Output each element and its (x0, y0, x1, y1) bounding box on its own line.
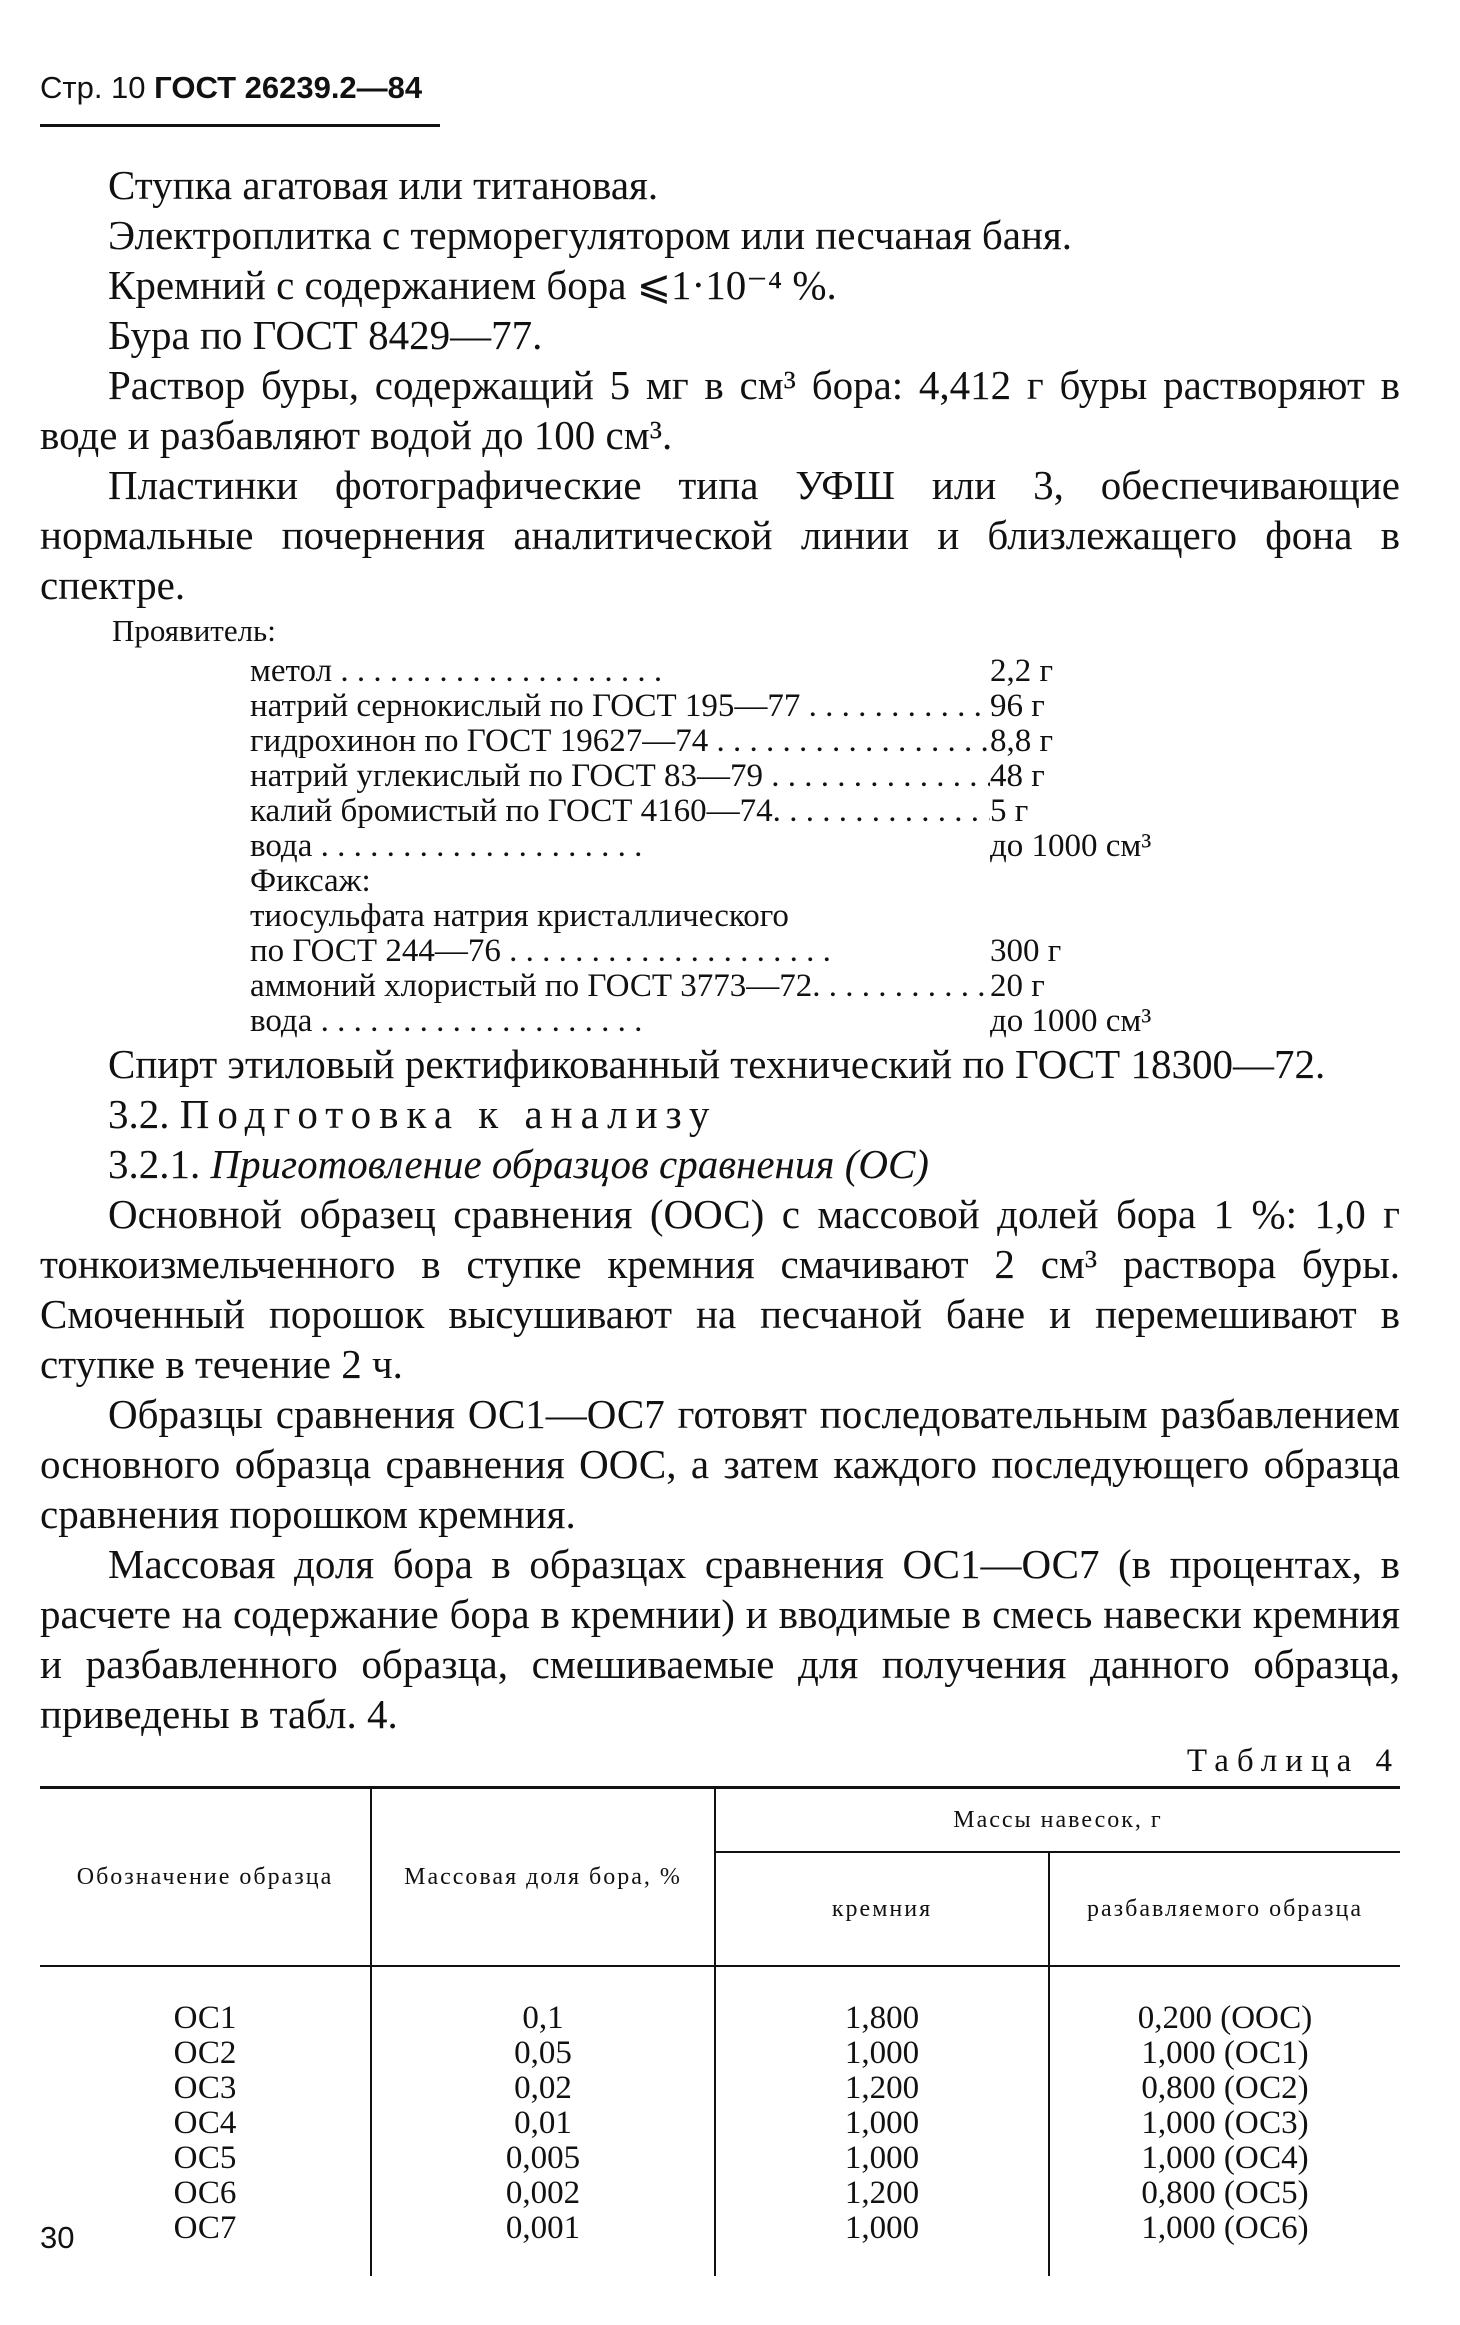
page-number: 30 (40, 2220, 75, 2255)
item-plates: Пластинки фотографические типа УФШ или 3, обеспечивающие нормальные почернения аналитической линии и близлежащего фона в спектре. (40, 462, 1400, 608)
col-header-diluted: разбавляемого образца (1087, 1895, 1363, 1922)
page-content (40, 160, 1400, 2276)
recipe-amount: 96 г (990, 688, 1045, 724)
recipe-ingredient: вода . . (250, 1004, 990, 1039)
cell-silicon: 1,200 (715, 2071, 1049, 2106)
recipe-ingredient: метол . . (250, 654, 990, 689)
subsection-number: 3.2.1. (108, 1141, 201, 1187)
recipe-amount: 8,8 г (990, 723, 1054, 759)
recipe-ingredient: по ГОСТ 244—76 . . (250, 934, 990, 969)
item-borax: Бура по ГОСТ 8429—77. (108, 312, 543, 358)
cell-fraction: 0,1 (371, 2001, 715, 2036)
paragraph-main-sample: Основной образец сравнения (ООС) с массовой долей бора 1 %: 1,0 г тонкоизмельченного в ступке кремния смачивают 2 см³ раствора буры. Смоченный порошок высушивают на песчаной бане и перемешивают в ступке в течение 2 ч. (40, 1191, 1400, 1387)
cell-designation: ОС3 (40, 2071, 371, 2106)
recipe-ingredient: аммоний хлористый по ГОСТ 3773—72. . . (250, 969, 990, 1004)
cell-silicon: 1,000 (715, 2141, 1049, 2176)
col-header-fraction: Массовая доля бора, % (371, 1788, 715, 1967)
header-rule (40, 124, 440, 127)
recipe-row (250, 934, 1250, 969)
standard-code: ГОСТ 26239.2—84 (154, 70, 423, 105)
paragraph-samples: Образцы сравнения ОС1—ОС7 готовят последовательным разбавлением основного образца сравнения ООС, а затем каждого последующего образца сравнения порошком кремния. (40, 1391, 1400, 1537)
cell-designation: ОС5 (40, 2141, 371, 2176)
cell-silicon: 1,000 (715, 2211, 1049, 2276)
cell-silicon: 1,000 (715, 2106, 1049, 2141)
subsection-title: Приготовление образцов сравнения (ОС) (210, 1141, 929, 1187)
recipe-row (250, 1004, 1250, 1039)
recipe-amount: 2,2 г (990, 653, 1054, 689)
cell-fraction: 0,01 (371, 2106, 715, 2141)
item-mortar: Ступка агатовая или титановая. (108, 162, 659, 208)
recipe-ingredient: калий бромистый по ГОСТ 4160—74. . . (250, 794, 990, 829)
recipe-amount: до 1000 см³ (990, 1003, 1152, 1039)
cell-fraction: 0,002 (371, 2176, 715, 2211)
page-header (40, 70, 422, 106)
recipe-row (250, 654, 1250, 689)
cell-fraction: 0,05 (371, 2036, 715, 2071)
cell-designation: ОС2 (40, 2036, 371, 2071)
table-row (40, 2036, 1400, 2071)
table-row (40, 2106, 1400, 2141)
developer-recipe (250, 654, 1250, 1039)
samples-table (40, 1786, 1400, 2276)
cell-silicon: 1,200 (715, 2176, 1049, 2211)
table-row (40, 2141, 1400, 2176)
cell-diluted: 0,200 (ООС) (1137, 2000, 1313, 2036)
recipe-amount: 5 г (990, 793, 1029, 829)
cell-fraction: 0,005 (371, 2141, 715, 2176)
cell-silicon: 1,000 (715, 2036, 1049, 2071)
recipe-ingredient: натрий сернокислый по ГОСТ 195—77 . . (250, 689, 990, 724)
paragraph-table-intro: Массовая доля бора в образцах сравнения ОС1—ОС7 (в процентах, в расчете на содержание бора в кремнии) и вводимые в смесь навески кремния и разбавленного образца, смешиваемые для получения данного образца, приведены в табл. 4. (40, 1541, 1400, 1737)
item-borax-solution: Раствор буры, содержащий 5 мг в см³ бора: 4,412 г буры растворяют в воде и разбавляют водой до 100 см³. (40, 362, 1400, 458)
table-caption: Таблица 4 (1186, 1743, 1400, 1779)
recipe-ingredient: натрий углекислый по ГОСТ 83—79 . . (250, 759, 990, 794)
section-title: Подготовка к анализу (179, 1091, 718, 1137)
recipe-ingredient: вода . . (250, 829, 990, 864)
col-header-masses: Массы навесок, г (715, 1788, 1400, 1853)
fixer-line: тиосульфата натрия кристаллического (250, 898, 789, 934)
col-header-silicon: кремния (715, 1852, 1049, 1966)
recipe-amount: до 1000 см³ (990, 828, 1152, 864)
table-row (40, 2001, 1400, 2036)
cell-designation: ОС1 (40, 2001, 371, 2036)
cell-silicon: 1,800 (715, 2001, 1049, 2036)
col-header-designation: Обозначение образца (40, 1788, 371, 1967)
item-silicon: Кремний с содержанием бора ⩽1·10⁻⁴ %. (108, 262, 837, 308)
cell-designation: ОС7 (40, 2211, 371, 2276)
section-number: 3.2. (108, 1091, 170, 1137)
recipe-amount: 300 г (990, 933, 1062, 969)
cell-designation: ОС6 (40, 2176, 371, 2211)
cell-diluted: 0,800 (ОС2) (1141, 2070, 1309, 2106)
table-row (40, 2071, 1400, 2106)
recipe-amount: 20 г (990, 968, 1045, 1004)
table-row (40, 2211, 1400, 2276)
recipe-row (250, 759, 1250, 794)
developer-label: Проявитель: (112, 613, 276, 648)
page-label: Стр. 10 (40, 70, 146, 105)
cell-diluted: 1,000 (ОС6) (1141, 2210, 1309, 2246)
table-row (40, 2176, 1400, 2211)
cell-diluted: 1,000 (ОС4) (1141, 2140, 1309, 2176)
recipe-ingredient: гидрохинон по ГОСТ 19627—74 . . (250, 724, 990, 759)
recipe-row (250, 969, 1250, 1004)
fixer-label: Фиксаж: (250, 863, 371, 899)
recipe-row (250, 689, 1250, 724)
cell-diluted: 1,000 (ОС3) (1141, 2105, 1309, 2141)
cell-diluted: 1,000 (ОС1) (1141, 2035, 1309, 2071)
recipe-amount: 48 г (990, 758, 1045, 794)
item-alcohol: Спирт этиловый ректификованный технический по ГОСТ 18300—72. (108, 1041, 1326, 1087)
cell-designation: ОС4 (40, 2106, 371, 2141)
cell-fraction: 0,02 (371, 2071, 715, 2106)
subsection-heading (40, 1139, 1400, 1189)
section-heading (40, 1089, 1400, 1139)
recipe-row (250, 829, 1250, 864)
cell-diluted: 0,800 (ОС5) (1141, 2175, 1309, 2211)
cell-fraction: 0,001 (371, 2211, 715, 2276)
recipe-row (250, 794, 1250, 829)
item-hotplate: Электроплитка с терморегулятором или песчаная баня. (108, 212, 1073, 258)
recipe-row (250, 724, 1250, 759)
